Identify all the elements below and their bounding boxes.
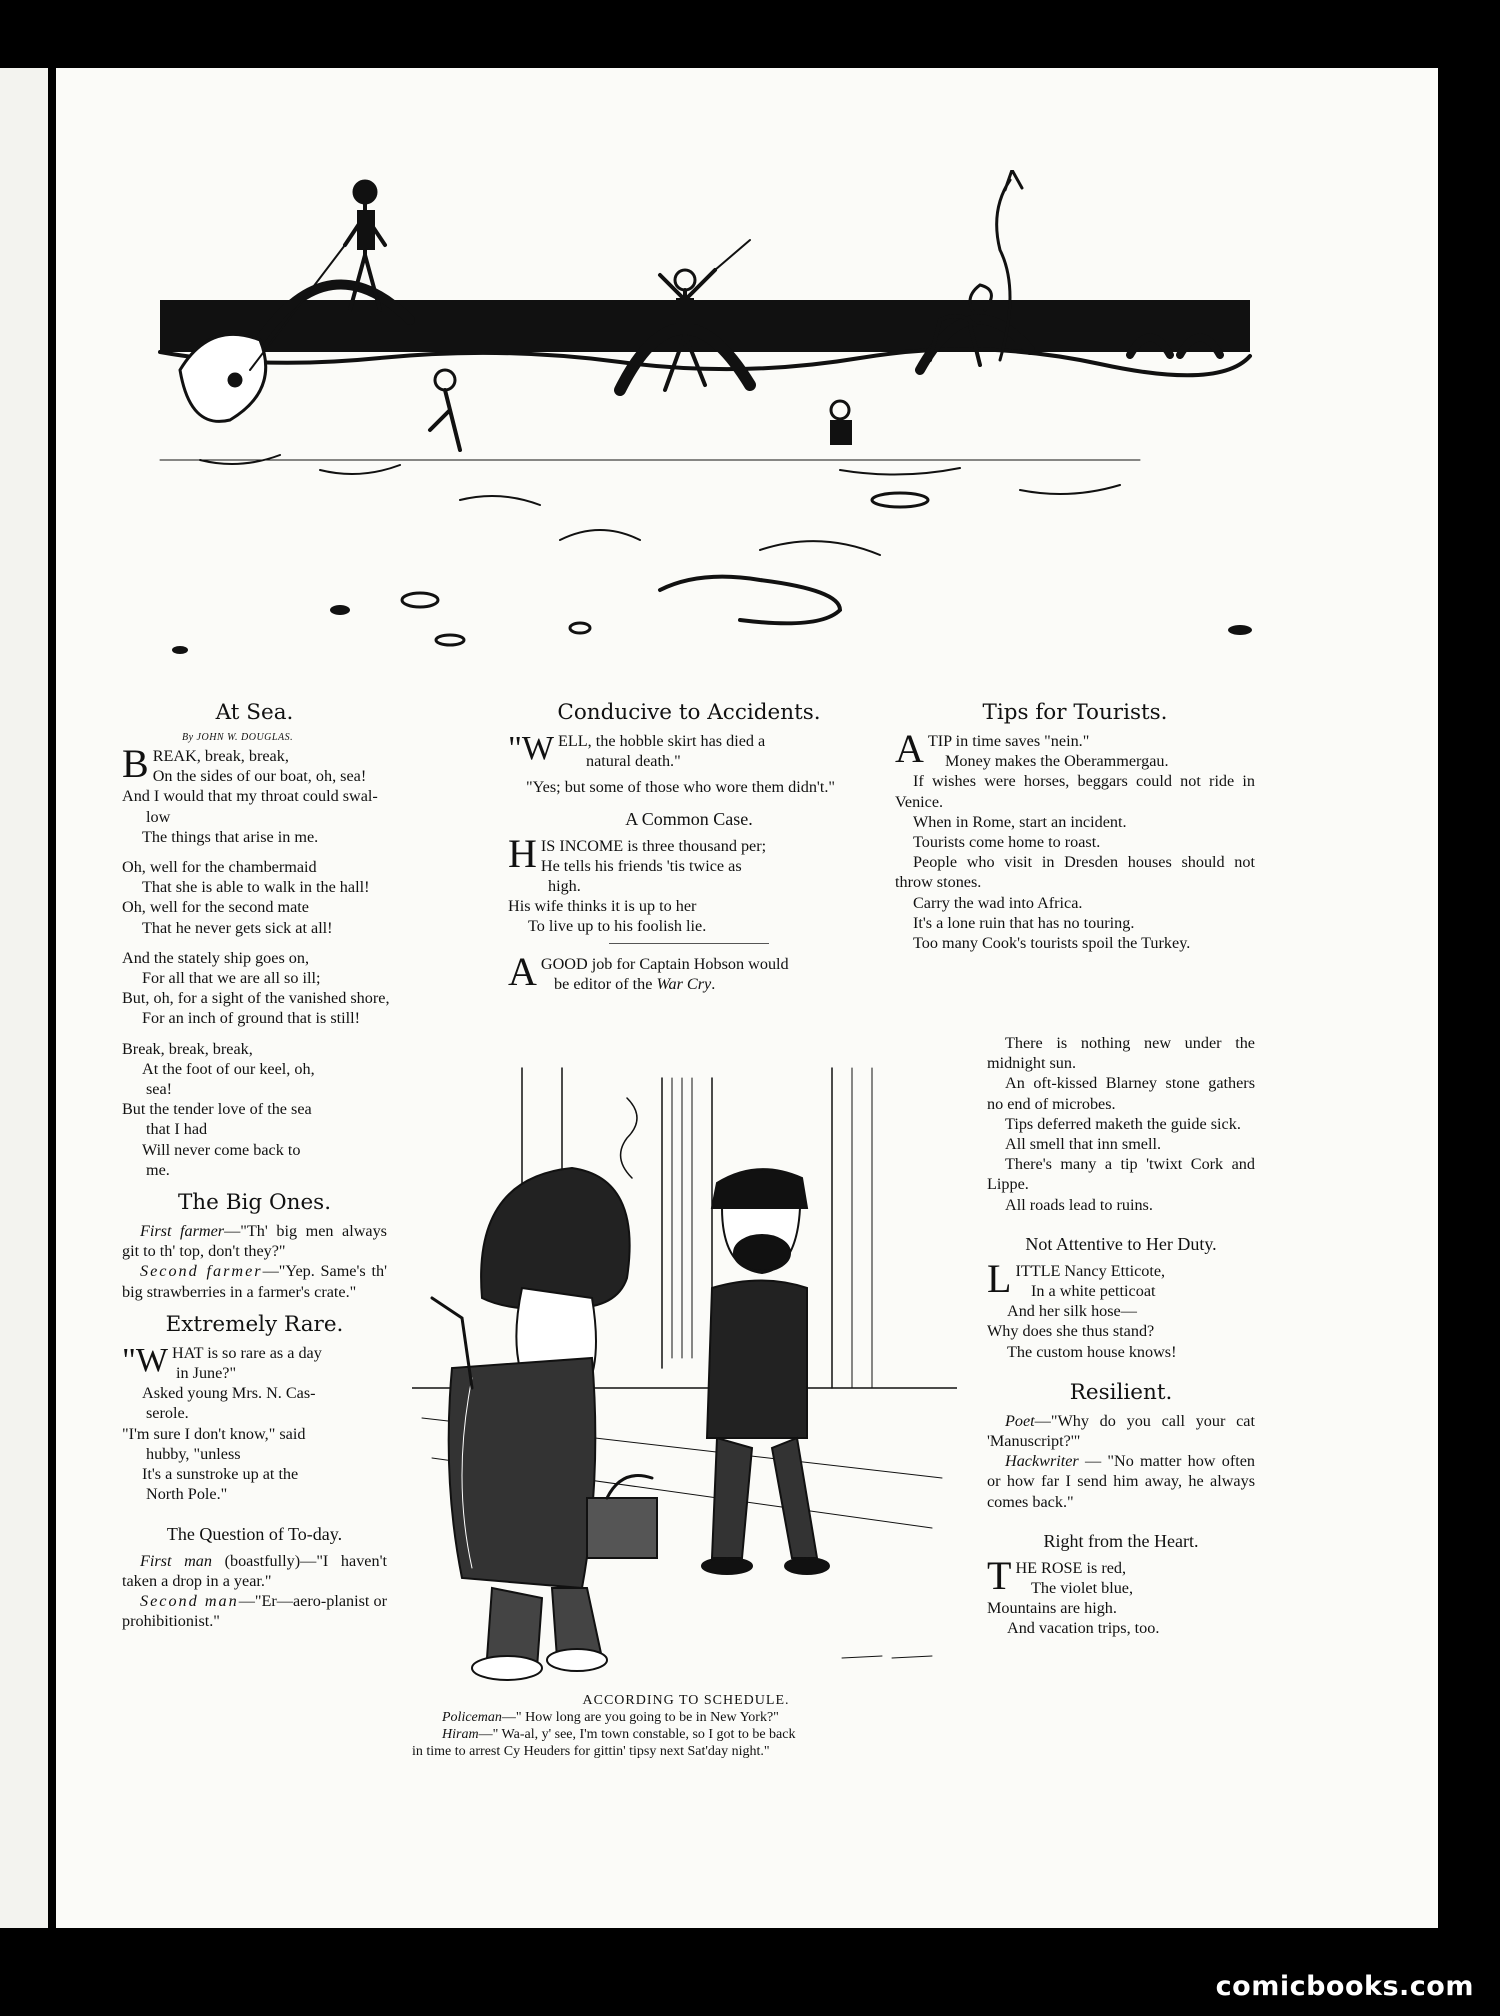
dialogue: (boastfully)—"I haven't taken a drop in a year.": [122, 1551, 387, 1590]
text-line: [508, 974, 870, 994]
poem-line: And I would that my throat could swal-: [122, 787, 378, 806]
poem-line: hubby, "unless: [146, 1444, 241, 1463]
poem-line: On the sides of our boat, oh, sea!: [152, 767, 367, 786]
tip: Carry the wad into Africa.: [913, 893, 1083, 912]
poem-line: Oh, well for the chambermaid: [122, 858, 317, 877]
joke-title: The Question of To-day.: [166, 1523, 343, 1544]
poem-line: For an inch of ground that is still!: [142, 1009, 361, 1028]
tip: People who visit in Dresden houses should not throw stones.: [895, 853, 1255, 892]
poem-common-case: [508, 808, 870, 937]
dialogue: —"Er—aero-planist or prohibitionist.": [122, 1591, 387, 1631]
tip: When in Rome, start an incident.: [913, 812, 1127, 831]
dialogue: —"Yep. Same's th' big strawberries in a farmer's crate.": [122, 1262, 387, 1301]
tip: Tourists come home to roast.: [913, 833, 1101, 852]
poem-line: Break, break, break,: [122, 1039, 253, 1058]
joke-question-of-today: [122, 1523, 387, 1632]
poem-line: To live up to his foolish lie.: [528, 917, 707, 936]
poem-line: In a white petticoat: [1031, 1282, 1156, 1301]
poem-line: Will never come back to: [142, 1140, 301, 1159]
drop-cap: "W: [122, 1341, 168, 1379]
poem-title: A Common Case.: [625, 808, 753, 829]
column-center: [508, 700, 870, 994]
tips-for-tourists: [895, 700, 1255, 953]
poem-line: "I'm sure I don't know," said: [122, 1424, 306, 1443]
caption-title: ACCORDING TO SCHEDULE.: [582, 1693, 790, 1708]
poem-right-from-heart: [987, 1530, 1255, 1639]
text-span: .: [711, 974, 716, 993]
speaker: Policeman: [442, 1710, 502, 1725]
poem-not-attentive: [987, 1233, 1255, 1362]
drop-cap: A: [895, 726, 924, 771]
tip: It's a lone ruin that has no touring.: [913, 913, 1135, 932]
poem-title: At Sea.: [215, 700, 294, 725]
poem-line: low: [146, 807, 171, 826]
tip: All smell that inn smell.: [1005, 1135, 1162, 1154]
joke-title: Conducive to Accidents.: [557, 700, 821, 725]
dialogue: — "No matter how often or how far I send him away, he always comes back.": [987, 1452, 1255, 1511]
poem-line: For all that we are all so ill;: [142, 969, 321, 988]
poem-line: REAK, break, break,: [152, 747, 289, 765]
poem-line: sea!: [146, 1080, 173, 1099]
poem-line: North Pole.": [146, 1485, 228, 1504]
poem-line: Why does she thus stand?: [987, 1322, 1155, 1341]
speaker: Second man: [140, 1591, 239, 1610]
joke-paragraph: [122, 1591, 387, 1631]
poem-line: in June?": [176, 1364, 237, 1383]
joke-paragraph: [122, 1261, 387, 1301]
drop-cap: B: [122, 741, 149, 786]
dialogue: —" Wa-al, y' see, I'm town constable, so I got to be back: [478, 1727, 796, 1742]
speaker: Hiram: [442, 1727, 479, 1742]
poem-line: That he never gets sick at all!: [142, 918, 333, 937]
tip: Tips deferred maketh the guide sick.: [1005, 1114, 1241, 1133]
poem-line: The custom house knows!: [1007, 1342, 1177, 1361]
tip: An oft-kissed Blarney stone gathers no end of microbes.: [987, 1074, 1255, 1113]
section-title: Tips for Tourists.: [982, 700, 1168, 725]
joke-paragraph: [987, 1411, 1255, 1451]
drop-cap: T: [987, 1552, 1012, 1598]
poem-line: At the foot of our keel, oh,: [142, 1059, 315, 1078]
poem-line: that I had: [146, 1120, 208, 1139]
text-line: Money makes the Oberammergau.: [945, 752, 1169, 771]
drop-cap: L: [987, 1255, 1012, 1301]
drop-cap: "W: [508, 730, 554, 767]
poem-title: Not Attentive to Her Duty.: [1025, 1233, 1217, 1254]
publication-name: War Cry: [656, 974, 712, 993]
column-right-lower: [987, 1030, 1255, 1639]
policeman-and-constable-cartoon: [412, 1058, 957, 1686]
poem-line: His wife thinks it is up to her: [508, 897, 697, 916]
poem-line: Mountains are high.: [987, 1599, 1117, 1618]
poem-line: The things that arise in me.: [142, 827, 319, 846]
joke-title: Extremely Rare.: [165, 1311, 344, 1337]
poem-line: HE ROSE is red,: [1015, 1558, 1127, 1577]
dialogue: —" How long are you going to be in New York?": [501, 1710, 779, 1725]
caption-line: in time to arrest Cy Heuders for gittin' tipsy next Sat'day night.": [412, 1744, 770, 1759]
tip: There's many a tip 'twixt Cork and Lippe.: [987, 1155, 1255, 1194]
poem-line: HAT is so rare as a day: [171, 1343, 322, 1362]
drop-cap: H: [508, 830, 537, 876]
caption-line: [412, 1726, 960, 1743]
joke-paragraph: [122, 1551, 387, 1591]
sea-serpent-illustration: [140, 170, 1265, 690]
joke-resilient: [987, 1380, 1255, 1512]
joke-title: Resilient.: [1069, 1379, 1173, 1405]
poem-line: me.: [146, 1160, 170, 1179]
joke-extremely-rare: [122, 1312, 387, 1505]
text-line: natural death.": [586, 752, 681, 771]
text-line: TIP in time saves "nein.": [927, 732, 1090, 750]
tip: All roads lead to ruins.: [1005, 1195, 1153, 1214]
joke-paragraph: "Yes; but some of those who wore them didn't.": [526, 778, 835, 797]
poem-line: He tells his friends 'tis twice as: [540, 856, 742, 875]
poem-line: Asked young Mrs. N. Cas-: [142, 1384, 316, 1403]
text-line: ELL, the hobble skirt has died a: [557, 732, 766, 750]
speaker: First man: [140, 1551, 212, 1570]
poem-line: It's a sunstroke up at the: [142, 1465, 299, 1484]
joke-paragraph: [122, 1221, 387, 1261]
speaker: Second farmer: [140, 1262, 263, 1281]
poem-line: And her silk hose—: [1007, 1302, 1137, 1321]
joke-title: The Big Ones.: [177, 1190, 332, 1216]
poem-at-sea: [122, 700, 390, 1180]
poem-line: That she is able to walk in the hall!: [142, 878, 370, 897]
poem-line: serole.: [146, 1404, 189, 1423]
poem-line: Oh, well for the second mate: [122, 898, 309, 917]
column-right: [895, 700, 1255, 953]
joke-hobson: [508, 948, 870, 994]
speaker: Hackwriter: [1005, 1452, 1079, 1471]
tip: If wishes were horses, beggars could not ride in Venice.: [895, 772, 1255, 811]
poem-line: ITTLE Nancy Etticote,: [1015, 1261, 1166, 1280]
cartoon-caption: [412, 1692, 960, 1760]
column-left: [122, 700, 390, 1631]
joke-conducive: [508, 700, 870, 798]
speaker: Poet: [1005, 1411, 1035, 1430]
poem-line: high.: [548, 877, 581, 896]
byline: By JOHN W. DOUGLAS.: [182, 732, 294, 743]
poem-line: And vacation trips, too.: [1007, 1619, 1160, 1638]
text-span: be editor of the: [554, 974, 657, 993]
poem-title: Right from the Heart.: [1043, 1530, 1199, 1551]
joke-big-ones: [122, 1190, 387, 1302]
dialogue: —"Th' big men always git to th' top, don't they?": [122, 1222, 387, 1261]
drop-cap: A: [508, 948, 537, 994]
tip: Too many Cook's tourists spoil the Turkey.: [913, 934, 1191, 953]
speaker: First farmer: [140, 1222, 225, 1241]
previous-page-edge: [0, 68, 48, 1928]
poem-line: And the stately ship goes on,: [122, 948, 310, 967]
caption-line: [412, 1709, 960, 1726]
poem-line: But, oh, for a sight of the vanished shore,: [122, 989, 390, 1008]
joke-paragraph: [987, 1451, 1255, 1512]
dialogue: —"Why do you call your cat 'Manuscript?'": [987, 1411, 1255, 1451]
poem-line: IS INCOME is three thousand per;: [540, 836, 767, 855]
poem-line: But the tender love of the sea: [122, 1100, 312, 1119]
watermark: comicbooks.com: [1215, 1971, 1474, 2002]
poem-line: The violet blue,: [1031, 1579, 1134, 1598]
text-line: GOOD job for Captain Hobson would: [540, 954, 789, 973]
tip: There is nothing new under the midnight sun.: [987, 1034, 1255, 1073]
